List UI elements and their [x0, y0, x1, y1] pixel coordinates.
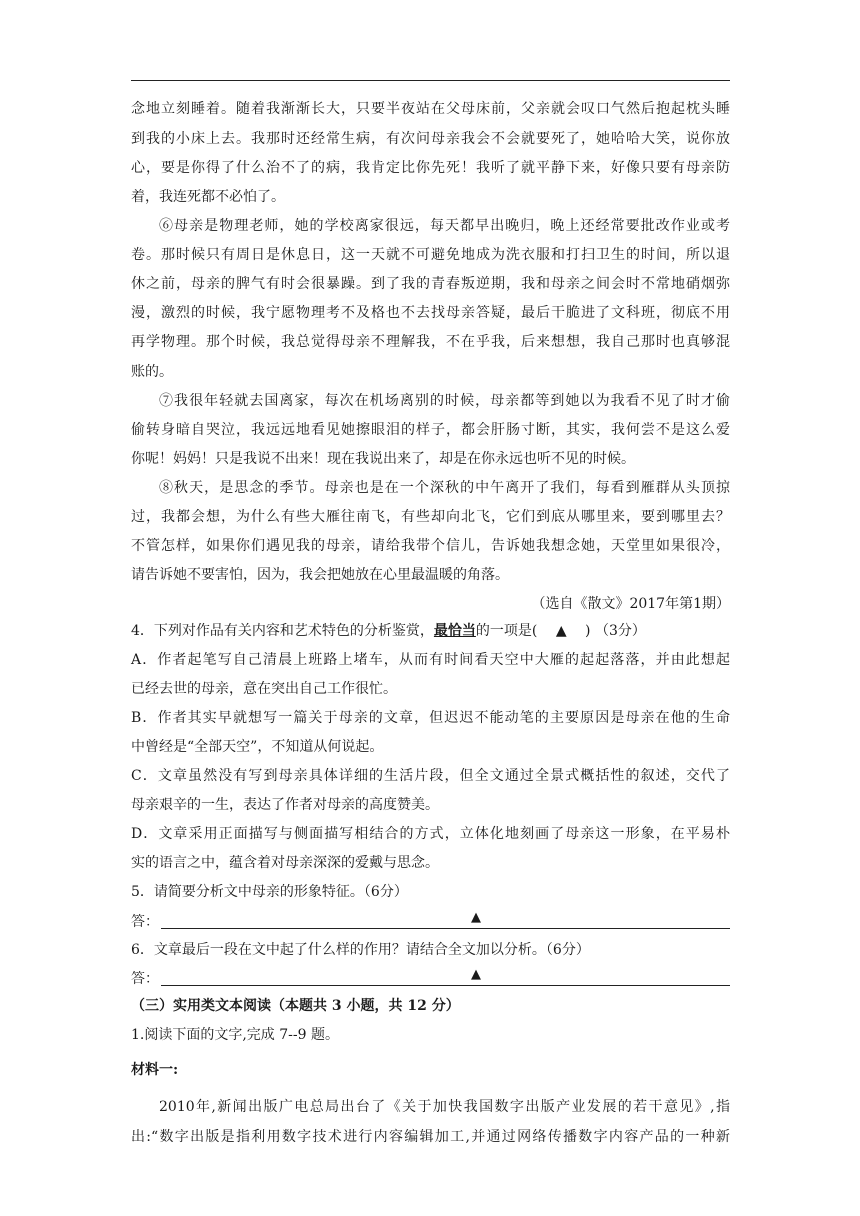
para6-line: 再学物理。那个时候，我总觉得母亲不理解我，不在乎我，后来想想，我自己那时也真够混 [131, 334, 730, 350]
q4-option-c: C．文章虽然没有写到母亲具体详细的生活片段，但全文通过全景式概括性的叙述，交代了 [131, 768, 730, 784]
triangle-marker-icon: ▲ [471, 910, 481, 925]
passage-line: 心，要是你得了什么治不了的病，我肯定比你先死！我听了就平静下来，好像只要有母亲防 [131, 160, 730, 176]
para7-line: 偷转身暗自哭泣，我远远地看见她擦眼泪的样子，都会肝肠寸断，其实，我何尝不是这么爱 [131, 422, 730, 438]
q4-stem-text: 4．下列对作品有关内容和艺术特色的分析鉴赏， [131, 623, 434, 639]
q6-stem: 6．文章最后一段在文中起了什么样的作用？请结合全文加以分析。（6分） [131, 942, 590, 958]
material-label: 材料一: [131, 1062, 179, 1078]
q4-stem-tail: 的一项是( ▲ ) （3分） [475, 623, 646, 639]
q4-emphasis: 最恰当 [433, 623, 476, 639]
para8-line: 过，我都会想，为什么有些大雁往南飞，有些却向北飞，它们到底从哪里来，要到哪里去？ [131, 509, 730, 525]
section3-heading: （三）实用类文本阅读（本题共 3 小题，共 12 分） [131, 998, 460, 1014]
q6-answer-label: 答： [131, 971, 159, 987]
para6-line: ⑥母亲是物理老师，她的学校离家很远，每天都早出晚归，晚上还经常要批改作业或考 [159, 218, 730, 234]
passage-line: 着，我连死都不必怕了。 [131, 189, 285, 205]
passage-line: 到我的小床上去。我那时还经常生病，有次问母亲我会不会就要死了，她哈哈大笑，说你放 [131, 131, 730, 147]
q4-option-a-cont: 已经去世的母亲，意在突出自己工作很忙。 [131, 681, 397, 697]
triangle-marker-icon: ▲ [471, 967, 481, 982]
q4-option-b-cont: 中曾经是“全部天空”，不知道从何说起。 [131, 739, 384, 755]
q4-stem [131, 621, 730, 641]
para8-line: ⑧秋天，是思念的季节。母亲也是在一个深秋的中午离开了我们，每看到雁群从头顶掠 [159, 480, 730, 496]
q5-answer-label: 答： [131, 914, 159, 930]
q5-answer-area[interactable] [131, 911, 730, 931]
section3-instruction: 1.阅读下面的文字,完成 7--9 题。 [131, 1027, 339, 1043]
material-line: 2010年,新闻出版广电总局出台了《关于加快我国数字出版产业发展的若干意见》,指 [159, 1099, 730, 1115]
source-citation: （选自《散文》2017年第1期） [531, 596, 730, 612]
para8-line: 不管怎样，如果你们遇见我的母亲，请给我带个信儿，告诉她我想念她，天堂里如果很冷， [131, 538, 730, 554]
para8-line: 请告诉她不要害怕，因为，我会把她放在心里最温暖的角落。 [131, 567, 509, 583]
para6-line: 账的。 [131, 364, 173, 380]
para7-line: ⑦我很年轻就去国离家，每次在机场离别的时候，母亲都等到她以为我看不见了时才偷 [159, 393, 730, 409]
para7-line: 你呢！妈妈！只是我说不出来！现在我说出来了，却是在你永远也听不见的时候。 [131, 451, 635, 467]
q4-option-a: A．作者起笔写自己清晨上班路上堵车，从而有时间看天空中大雁的起起落落，并由此想起 [131, 652, 730, 668]
q4-option-b: B．作者其实早就想写一篇关于母亲的文章，但迟迟不能动笔的主要原因是母亲在他的生命 [131, 710, 730, 726]
passage-line: 念地立刻睡着。随着我渐渐长大，只要半夜站在父母床前，父亲就会叹口气然后抱起枕头睡 [131, 101, 730, 117]
para6-line: 卷。那时候只有周日是休息日，这一天就不可避免地成为洗衣服和打扫卫生的时间，所以退 [131, 247, 730, 263]
q6-answer-line [161, 985, 730, 986]
q4-option-d-cont: 实的语言之中，蕴含着对母亲深深的爱戴与思念。 [131, 855, 439, 871]
q4-option-c-cont: 母亲艰辛的一生，表达了作者对母亲的高度赞美。 [131, 797, 439, 813]
para6-line: 漫，激烈的时候，我宁愿物理考不及格也不去找母亲答疑，最后干脆进了文科班，彻底不用 [131, 305, 730, 321]
q4-option-d: D．文章采用正面描写与侧面描写相结合的方式，立体化地刻画了母亲这一形象，在平易朴 [131, 826, 730, 842]
para6-line: 休之前，母亲的脾气有时会很暴躁。到了我的青春叛逆期，我和母亲之间会时不常地硝烟弥 [131, 276, 730, 292]
q5-stem: 5．请简要分析文中母亲的形象特征。（6分） [131, 884, 408, 900]
q6-answer-area[interactable] [131, 968, 730, 988]
q5-answer-line [161, 928, 730, 929]
material-line: 出:“数字出版是指利用数字技术进行内容编辑加工,并通过网络传播数字内容产品的一种新 [131, 1129, 730, 1145]
header-rule [131, 80, 730, 81]
